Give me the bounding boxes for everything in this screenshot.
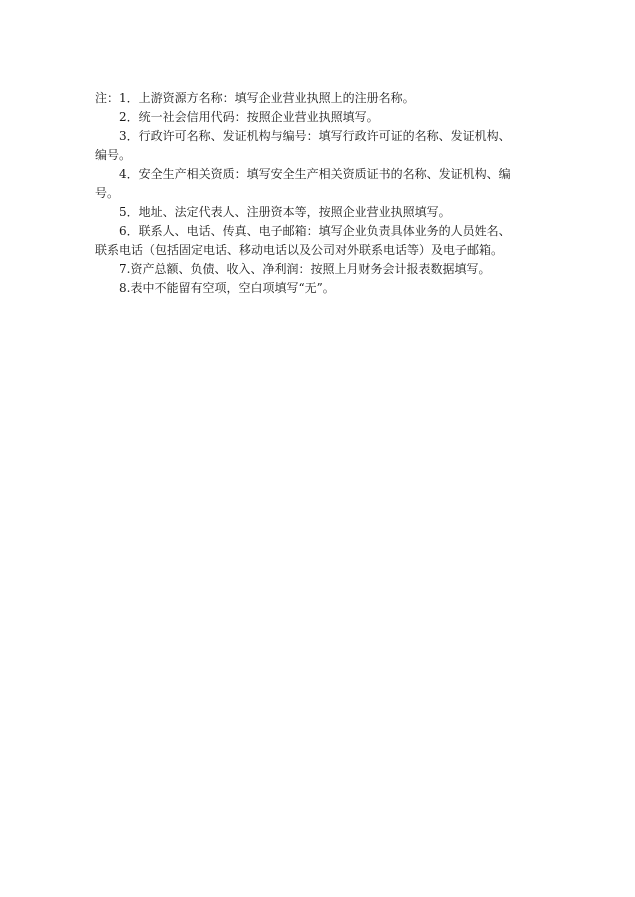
note-item-6: 6．联系人、电话、传真、电子邮箱：填写企业负责具体业务的人员姓名、 — [119, 224, 511, 238]
note-item-4: 4．安全生产相关资质：填写安全生产相关资质证书的名称、发证机构、编 — [119, 167, 511, 181]
note-item-2: 2．统一社会信用代码：按照企业营业执照填写。 — [119, 110, 379, 124]
note-item-8: 8.表中不能留有空项，空白项填写“无”。 — [119, 281, 335, 295]
note-text: 1．上游资源方名称：填写企业营业执照上的注册名称。 — [119, 91, 415, 105]
note-item-3: 3．行政许可名称、发证机构与编号：填写行政许可证的名称、发证机构、 — [119, 129, 511, 143]
notes-section — [95, 89, 543, 298]
note-item-7: 7.资产总额、负债、收入、净利润：按照上月财务会计报表数据填写。 — [119, 262, 491, 276]
note-item-4-continued: 号。 — [95, 186, 120, 200]
note-item-3-continued: 编号。 — [95, 148, 132, 162]
note-item-1 — [95, 89, 543, 108]
note-item-6-continued: 联系电话（包括固定电话、移动电话以及公司对外联系电话等）及电子邮箱。 — [95, 243, 504, 257]
notes-prefix: 注： — [95, 91, 120, 105]
note-item-5: 5．地址、法定代表人、注册资本等，按照企业营业执照填写。 — [119, 205, 451, 219]
